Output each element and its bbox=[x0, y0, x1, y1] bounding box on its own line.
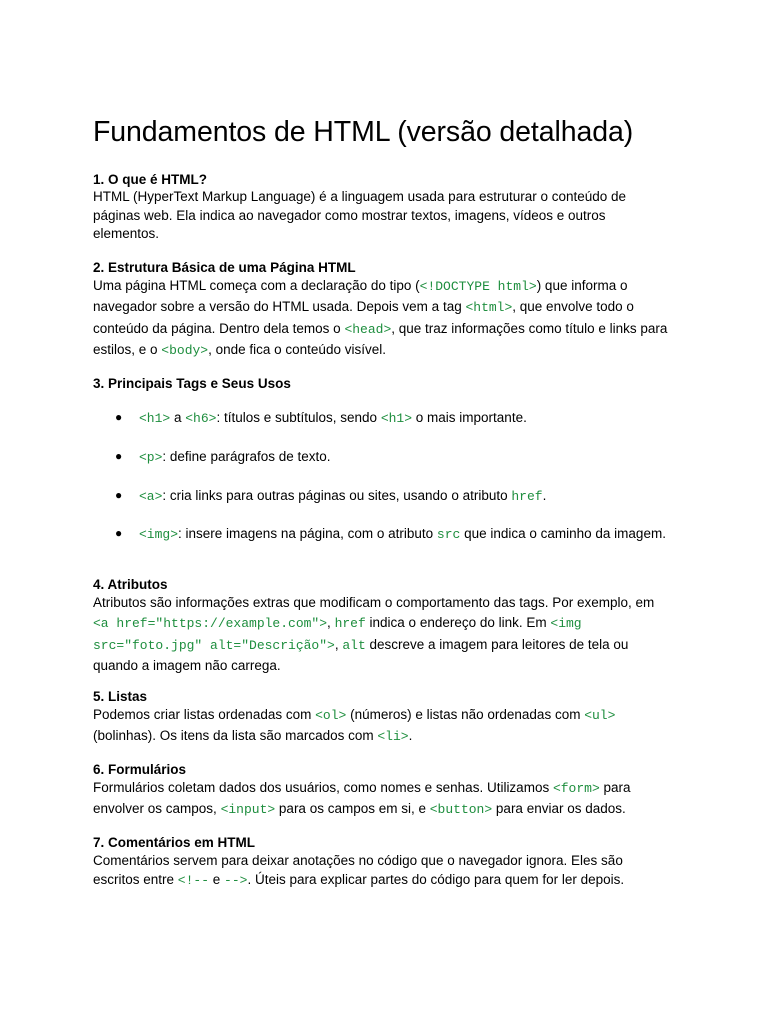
section-paragraph: Formulários coletam dados dos usuários, como nomes e senhas. Utilizamos <form> para envolver os campos, <input> para os campos em si, e <button> para enviar os dados. bbox=[93, 779, 631, 817]
bullet-icon: ● bbox=[115, 525, 123, 540]
code-form: <form> bbox=[552, 780, 600, 796]
section-comments bbox=[93, 834, 673, 890]
list-item: ● <h1> a <h6>: títulos e subtítulos, sendo <h1> o mais importante. bbox=[115, 409, 527, 426]
code-href: href bbox=[334, 616, 366, 631]
section-basic-structure bbox=[93, 259, 673, 362]
code-alt: alt bbox=[342, 637, 366, 653]
section-paragraph: Atributos são informações extras que modificam o comportamento das tags. Por exemplo, em <a href="https://example.com">, href indica o endereço do link. Em <img src="foto.jpg" alt="Descrição">, alt descreve a imagem para leitores de tela ou quando a imagem não carrega. bbox=[93, 594, 655, 673]
code-comment-open: <!-- bbox=[177, 872, 210, 888]
tags-list bbox=[93, 408, 673, 544]
code-body-tag: <body> bbox=[161, 343, 209, 358]
code-comment-close: --> bbox=[224, 872, 248, 888]
section-forms bbox=[93, 761, 673, 821]
bullet-icon: ● bbox=[115, 448, 123, 463]
document-title: Fundamentos de HTML (versão detalhada) bbox=[93, 116, 634, 148]
list-item: ● <p>: define parágrafos de texto. bbox=[115, 448, 331, 465]
document-page bbox=[93, 114, 673, 890]
section-what-is-html bbox=[93, 171, 673, 244]
code-input: <input> bbox=[220, 802, 276, 817]
section-heading: 7. Comentários em HTML bbox=[93, 834, 256, 850]
code-img-example: <img src="foto.jpg" alt="Descrição"> bbox=[93, 616, 582, 653]
section-lists bbox=[93, 688, 673, 748]
bullet-icon: ● bbox=[115, 487, 123, 502]
code-html-tag: <html> bbox=[465, 300, 513, 315]
section-paragraph: Comentários servem para deixar anotações no código que o navegador ignora. Eles são escritos entre <!-- e -->. Úteis para explicar partes do código para quem for ler depois. bbox=[93, 852, 625, 888]
section-heading: 1. O que é HTML? bbox=[93, 172, 208, 187]
code-doctype: <!DOCTYPE html> bbox=[419, 278, 537, 294]
code-button: <button> bbox=[429, 802, 493, 817]
list-item: ● <img>: insere imagens na página, com o atributo src que indica o caminho da imagem. bbox=[115, 525, 666, 542]
bullet-icon: ● bbox=[115, 409, 123, 424]
section-heading: 6. Formulários bbox=[93, 761, 187, 777]
code-li: <li> bbox=[377, 729, 409, 744]
section-heading: 5. Listas bbox=[93, 688, 148, 704]
code-ol: <ol> bbox=[315, 707, 347, 723]
section-heading: 3. Principais Tags e Seus Usos bbox=[93, 375, 291, 391]
code-ul: <ul> bbox=[584, 707, 616, 723]
section-main-tags bbox=[93, 375, 673, 544]
section-heading: 2. Estrutura Básica de uma Página HTML bbox=[93, 259, 356, 275]
section-heading: 4. Atributos bbox=[93, 576, 168, 592]
section-paragraph: Podemos criar listas ordenadas com <ol> (números) e listas não ordenadas com <ul> (bolinhas). Os itens da lista são marcados com <li>. bbox=[93, 706, 616, 744]
section-attributes bbox=[93, 576, 673, 677]
section-paragraph: HTML (HyperText Markup Language) é a linguagem usada para estruturar o conteúdo de páginas web. Ela indica ao navegador como mostrar textos, imagens, vídeos e outros elementos. bbox=[93, 189, 627, 241]
list-item: ● <a>: cria links para outras páginas ou sites, usando o atributo href. bbox=[115, 487, 547, 504]
code-anchor-example: <a href="https://example.com"> bbox=[93, 616, 328, 631]
code-head-tag: <head> bbox=[344, 321, 392, 337]
section-paragraph: Uma página HTML começa com a declaração do tipo (<!DOCTYPE html>) que informa o navegador sobre a versão do HTML usada. Depois vem a tag <html>, que envolve todo o conteúdo da página. Dentro dela temos o <head>, que traz informações como título e links para estilos, e o <body>, onde fica o conteúdo visível. bbox=[93, 277, 668, 358]
